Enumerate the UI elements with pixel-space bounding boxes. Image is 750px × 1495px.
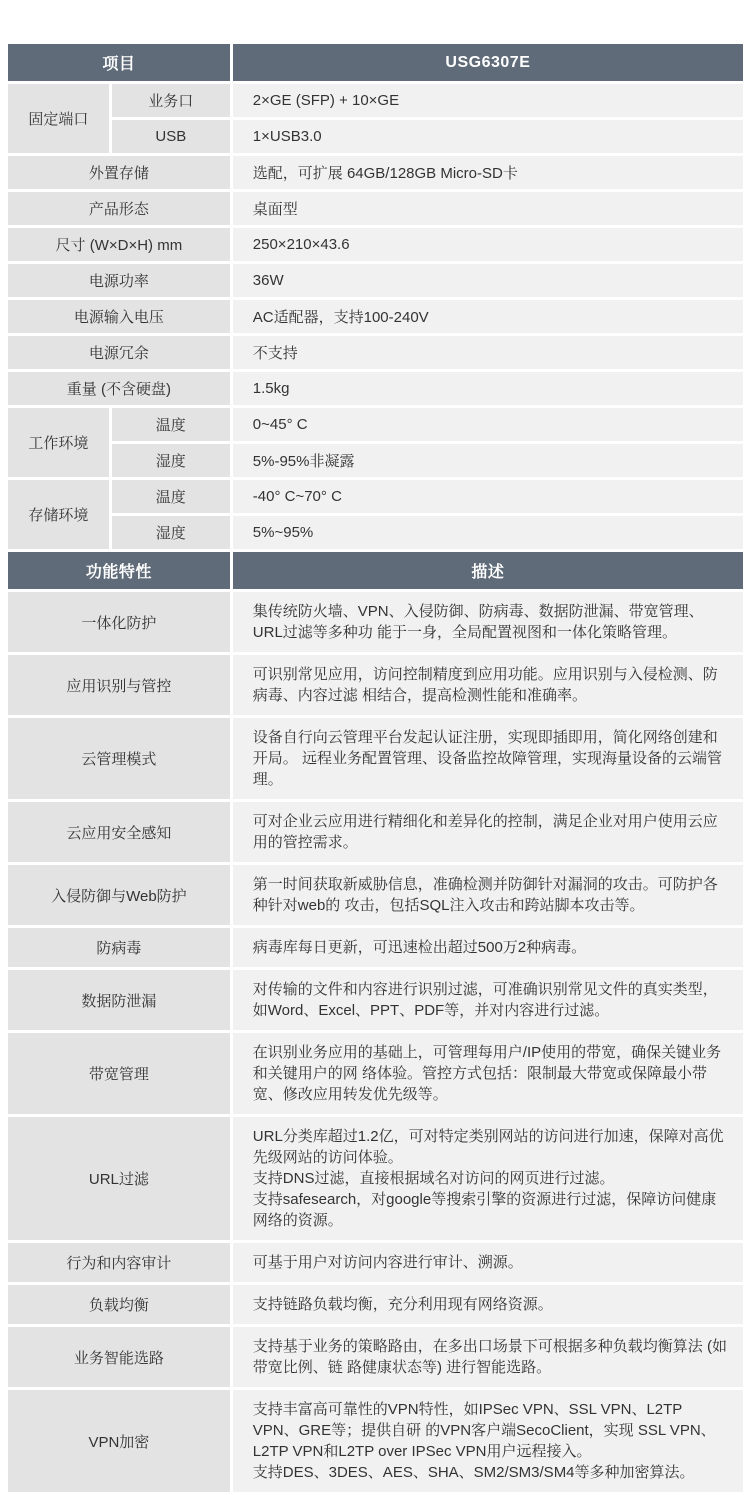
feature-desc-dlp	[233, 970, 743, 1030]
feature-header-row	[8, 552, 743, 589]
spec-sublabel-storage-temp: 温度	[112, 480, 230, 513]
feature-desc-url-filtering	[233, 1117, 743, 1240]
desc-line: 在识别业务应用的基础上，可管理每用户/IP使用的带宽，确保关键业务和关键用户的网 络体验。管控方式包括：限制最大带宽或保障最小带宽、修改应用转发优先级等。	[252, 1044, 722, 1103]
feature-label-antivirus: 防病毒	[8, 928, 230, 967]
feature-desc-intelligent-routing	[233, 1327, 743, 1387]
feature-header-description: 描述	[233, 552, 743, 589]
desc-line: 设备自行向云管理平台发起认证注册，实现即插即用，简化网络创建和开局。 远程业务配置管理、设备监控故障管理，实现海量设备的云端管理。	[252, 729, 722, 788]
spec-label-fixed-ports: 固定端口	[8, 84, 109, 153]
spec-header-item: 项目	[8, 44, 230, 81]
table-row	[8, 120, 743, 153]
feature-label-url-filtering: URL过滤	[8, 1117, 230, 1240]
desc-line: 可对企业云应用进行精细化和差异化的控制，满足企业对用户使用云应用的管控需求。	[252, 813, 718, 851]
feature-label-dlp: 数据防泄漏	[8, 970, 230, 1030]
feature-desc-bandwidth-management	[233, 1033, 743, 1114]
spec-label-input-voltage: 电源输入电压	[8, 300, 230, 333]
table-row	[8, 408, 743, 441]
feature-label-audit: 行为和内容审计	[8, 1243, 230, 1282]
feature-label-cloud-management: 云管理模式	[8, 718, 230, 799]
spec-value-operating-humidity: 5%-95%非凝露	[233, 444, 743, 477]
table-row	[8, 592, 743, 652]
spec-value-storage-temp: -40° C~70° C	[233, 480, 743, 513]
spec-value-power: 36W	[233, 264, 743, 297]
table-row	[8, 928, 743, 967]
desc-line: 支持基于业务的策略路由，在多出口场景下可根据多种负载均衡算法 (如带宽比例、链 路健康状态等) 进行智能选路。	[252, 1338, 727, 1376]
table-row	[8, 802, 743, 862]
spec-table	[5, 41, 746, 1495]
feature-label-vpn-encryption: VPN加密	[8, 1390, 230, 1492]
spec-value-operating-temp: 0~45° C	[233, 408, 743, 441]
feature-desc-vpn-encryption	[233, 1390, 743, 1492]
table-row	[8, 480, 743, 513]
feature-label-app-identification: 应用识别与管控	[8, 655, 230, 715]
spec-sublabel-service-ports: 业务口	[112, 84, 230, 117]
feature-desc-app-identification	[233, 655, 743, 715]
spec-label-external-storage: 外置存储	[8, 156, 230, 189]
table-row	[8, 865, 743, 925]
desc-line: 支持丰富高可靠性的VPN特性，如IPSec VPN、SSL VPN、L2TP VPN、GRE等；提供自研 的VPN客户端SecoClient，实现 SSL VPN、L2TP VPN和L2TP over IPSec VPN用户远程接入。	[252, 1401, 716, 1460]
spec-value-power-redundancy: 不支持	[233, 336, 743, 369]
feature-desc-load-balancing	[233, 1285, 743, 1324]
table-row	[8, 300, 743, 333]
table-row	[8, 372, 743, 405]
spec-value-usb: 1×USB3.0	[233, 120, 743, 153]
spec-value-service-ports: 2×GE (SFP) + 10×GE	[233, 84, 743, 117]
spec-value-dimensions: 250×210×43.6	[233, 228, 743, 261]
feature-header-name: 功能特性	[8, 552, 230, 589]
desc-line: 支持DNS过滤，直接根据域名对访问的网页进行过滤。	[252, 1170, 615, 1187]
table-row	[8, 336, 743, 369]
spec-label-power: 电源功率	[8, 264, 230, 297]
desc-line: 对传输的文件和内容进行识别过滤，可准确识别常见文件的真实类型，如Word、Excel、PPT、PDF等，并对内容进行过滤。	[252, 981, 718, 1019]
feature-desc-audit	[233, 1243, 743, 1282]
table-row	[8, 1117, 743, 1240]
spec-header-model: USG6307E	[233, 44, 743, 81]
table-row	[8, 655, 743, 715]
desc-line: 病毒库每日更新，可迅速检出超过500万2种病毒。	[252, 939, 587, 956]
table-row	[8, 444, 743, 477]
table-row	[8, 1327, 743, 1387]
table-row	[8, 192, 743, 225]
desc-line: URL分类库超过1.2亿，可对特定类别网站的访问进行加速，保障对高优先级网站的访问体验。	[252, 1128, 724, 1166]
feature-desc-integrated-protection	[233, 592, 743, 652]
table-row	[8, 1285, 743, 1324]
spec-label-dimensions: 尺寸 (W×D×H) mm	[8, 228, 230, 261]
feature-label-integrated-protection: 一体化防护	[8, 592, 230, 652]
feature-label-load-balancing: 负载均衡	[8, 1285, 230, 1324]
spec-value-input-voltage: AC适配器，支持100-240V	[233, 300, 743, 333]
spec-value-storage-humidity: 5%~95%	[233, 516, 743, 549]
table-row	[8, 516, 743, 549]
feature-desc-ips-web-protection	[233, 865, 743, 925]
spec-label-storage-env: 存储环境	[8, 480, 109, 549]
spec-sublabel-storage-humidity: 湿度	[112, 516, 230, 549]
table-row	[8, 970, 743, 1030]
feature-desc-cloud-management	[233, 718, 743, 799]
desc-line: 支持DES、3DES、AES、SHA、SM2/SM3/SM4等多种加密算法。	[252, 1464, 695, 1481]
feature-label-intelligent-routing: 业务智能选路	[8, 1327, 230, 1387]
feature-desc-antivirus	[233, 928, 743, 967]
table-row	[8, 228, 743, 261]
spec-value-product-form: 桌面型	[233, 192, 743, 225]
table-row	[8, 84, 743, 117]
feature-label-cloud-app-awareness: 云应用安全感知	[8, 802, 230, 862]
table-row	[8, 1390, 743, 1492]
spec-label-product-form: 产品形态	[8, 192, 230, 225]
spec-header-row	[8, 44, 743, 81]
spec-label-power-redundancy: 电源冗余	[8, 336, 230, 369]
desc-line: 第一时间获取新威胁信息，准确检测并防御针对漏洞的攻击。可防护各种针对web的 攻击，包括SQL注入攻击和跨站脚本攻击等。	[252, 876, 718, 914]
feature-label-bandwidth-management: 带宽管理	[8, 1033, 230, 1114]
table-row	[8, 156, 743, 189]
spec-label-operating-env: 工作环境	[8, 408, 109, 477]
desc-line: 可识别常见应用，访问控制精度到应用功能。应用识别与入侵检测、防病毒、内容过滤 相结合，提高检测性能和准确率。	[252, 666, 718, 704]
desc-line: 支持safesearch，对google等搜索引擎的资源进行过滤，保障访问健康网络的资源。	[252, 1191, 717, 1229]
feature-desc-cloud-app-awareness	[233, 802, 743, 862]
desc-line: 集传统防火墙、VPN、入侵防御、防病毒、数据防泄漏、带宽管理、URL过滤等多种功 能于一身，全局配置视图和一体化策略管理。	[252, 603, 704, 641]
spec-sublabel-usb: USB	[112, 120, 230, 153]
spec-sublabel-operating-temp: 温度	[112, 408, 230, 441]
spec-label-weight: 重量 (不含硬盘)	[8, 372, 230, 405]
table-row	[8, 1033, 743, 1114]
feature-label-ips-web-protection: 入侵防御与Web防护	[8, 865, 230, 925]
spec-sublabel-operating-humidity: 湿度	[112, 444, 230, 477]
desc-line: 支持链路负载均衡，充分利用现有网络资源。	[252, 1296, 553, 1313]
table-row	[8, 264, 743, 297]
desc-line: 可基于用户对访问内容进行审计、溯源。	[252, 1254, 523, 1271]
table-row	[8, 1243, 743, 1282]
table-row	[8, 718, 743, 799]
spec-value-weight: 1.5kg	[233, 372, 743, 405]
spec-value-external-storage: 选配，可扩展 64GB/128GB Micro-SD卡	[233, 156, 743, 189]
